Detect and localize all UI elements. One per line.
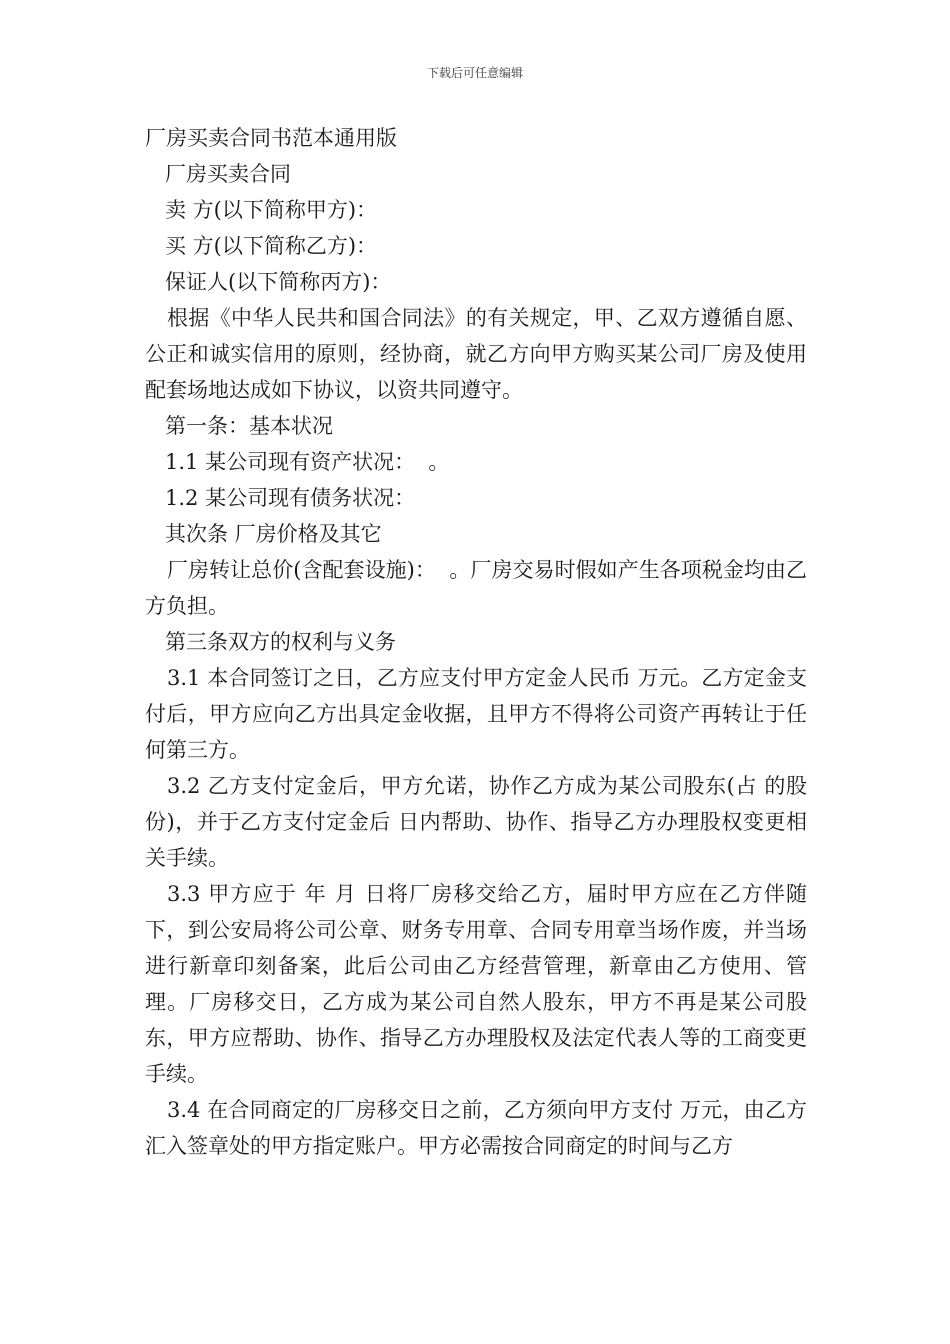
article3-item4: 3.4 在合同商定的厂房移交日之前，乙方须向甲方支付 万元，由乙方汇入签章处的甲方指定账户。甲方必需按合同商定的时间与乙方 bbox=[145, 1098, 807, 1158]
article3-item1: 3.1 本合同签订之日，乙方应支付甲方定金人民币 万元。乙方定金支付后，甲方应向乙方出具定金收据，且甲方不得将公司资产再转让于任何第三方。 bbox=[145, 666, 807, 762]
header-note: 下载后可任意编辑 bbox=[426, 66, 523, 80]
seller-line: 卖 方(以下简称甲方)： bbox=[165, 198, 378, 222]
article2-heading: 其次条 厂房价格及其它 bbox=[165, 522, 382, 546]
document-title: 厂房买卖合同书范本通用版 bbox=[145, 126, 397, 150]
article1-item1: 1.1 某公司现有资产状况： 。 bbox=[165, 450, 450, 474]
document-body bbox=[145, 120, 807, 1164]
article3-heading: 第三条双方的权利与义务 bbox=[165, 630, 396, 654]
article3-item2: 3.2 乙方支付定金后，甲方允诺，协作乙方成为某公司股东(占 的股份)，并于乙方支付定金后 日内帮助、协作、指导乙方办理股权变更相关手续。 bbox=[145, 774, 807, 870]
article3-item3: 3.3 甲方应于 年 月 日将厂房移交给乙方，届时甲方应在乙方伴随下，到公安局将公司公章、财务专用章、合同专用章当场作废，并当场进行新章印刻备案，此后公司由乙方经营管理，新章由乙方使用、管理。厂房移交日，乙方成为某公司自然人股东，甲方不再是某公司股东，甲方应帮助、协作、指导乙方办理股权及法定代表人等的工商变更手续。 bbox=[145, 882, 807, 1086]
article1-heading: 第一条：基本状况 bbox=[165, 414, 333, 438]
contract-subtitle: 厂房买卖合同 bbox=[165, 162, 291, 186]
preamble-paragraph: 根据《中华人民共和国合同法》的有关规定，甲、乙双方遵循自愿、公正和诚实信用的原则，经协商，就乙方向甲方购买某公司厂房及使用配套场地达成如下协议，以资共同遵守。 bbox=[145, 306, 807, 402]
article2-text: 厂房转让总价(含配套设施)： 。厂房交易时假如产生各项税金均由乙方负担。 bbox=[145, 558, 807, 618]
buyer-line: 买 方(以下简称乙方)： bbox=[165, 234, 378, 258]
guarantor-line: 保证人(以下简称丙方)： bbox=[165, 270, 392, 294]
article1-item2: 1.2 某公司现有债务状况： bbox=[165, 486, 416, 510]
